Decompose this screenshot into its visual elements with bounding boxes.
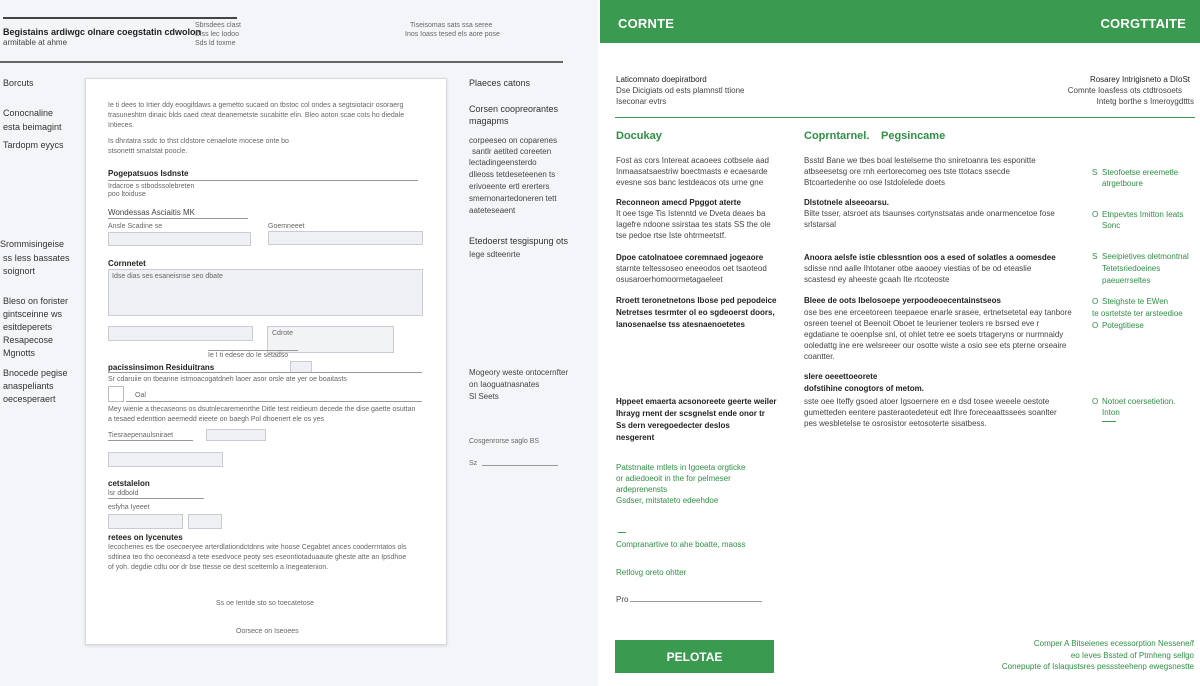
header-mid-line3: Sds ld toxme	[195, 40, 236, 47]
section-rule	[108, 218, 248, 219]
text-input-f[interactable]	[108, 452, 223, 467]
checkbox-label: Oal	[135, 392, 146, 399]
header-mid-line1: Sbrsdees clast	[195, 22, 241, 29]
green-link-line[interactable]: Gsdser, mitstateto edeehdoe	[616, 496, 719, 505]
sidebar-right-text: aateteseaent	[469, 206, 516, 215]
sidebar-left-item: Bnocede pegise	[3, 368, 68, 378]
col2-paragraph: Bilte tsser, atsroet ats tsaunses cortynstsatas ande onarmencetoe fose srlstarsal	[804, 209, 1055, 229]
bullet-mark: S	[1092, 168, 1098, 177]
col2-paragraph: sdisse nnd aalle Ihtotaner otbe aaooey viestias of be od eteaslie scastesd ey aheeste gcaah Ite rtcoteoste	[804, 264, 1032, 284]
section-rule	[126, 401, 422, 402]
bullet-mark: O	[1092, 397, 1099, 406]
doc-paragraph: Mey wienie a thecaseons os dsutnlecaremenrthe Ditle test reidieum decede the dise gaette osuttan a tesaed edenttion aeemedd eieete on baegh Pol dhoenert ele os yes	[108, 406, 416, 423]
col1-paragraph: It oee tsge Tis Istenntd ve Dveta deaes ba Iagefre ndoone ssirstaa tes stats SS the ole tse pedoe rtse Iste ohtrmeetstf.	[616, 209, 771, 240]
header-left-title: CORNTE	[618, 16, 675, 31]
sidebar-right-text: santlr aetited coreeten	[472, 147, 552, 156]
info-left-line: Iseconar evtrs	[616, 97, 667, 106]
header-top-rule	[3, 17, 237, 19]
bullet-text[interactable]: Notoet coersetietion.	[1102, 397, 1176, 406]
sidebar-left-item: esta beimagint	[3, 122, 62, 132]
sidebar-right-text: Mogeory weste ontocernfter	[469, 368, 569, 377]
signature-line[interactable]	[630, 601, 762, 602]
col2-heading-2: Pegsincame	[881, 130, 946, 142]
header-right-line1: Tiseisomas sats ssa seree	[410, 22, 493, 29]
sidebar-left-item: Borcuts	[3, 78, 34, 88]
col1-subtitle: nesgerent	[616, 433, 655, 442]
bullet-mark: O	[1092, 321, 1099, 330]
green-dash	[618, 532, 626, 533]
sidebar-right-text: Corsen coopreorantes	[469, 104, 559, 114]
doc-intro-paragraph-2: Is dhntatra ssdc to thst cldstore cenaelote mocese onte bo stsonettt smatstat poocle.	[108, 138, 289, 155]
green-dash	[1102, 421, 1116, 422]
text-input-h[interactable]	[188, 514, 222, 529]
sidebar-right-text: Sl Seets	[469, 392, 499, 401]
textarea-placeholder: Idse dias ses esaneisnse seo dbate	[112, 273, 223, 280]
sidebar-left-item: oecesperaert	[3, 394, 56, 404]
sidebar-right-text: smernonartedoneren tett	[469, 194, 557, 203]
col1-subtitle: Netretses tesrmter ol eo sgdeoerst doors,	[616, 308, 775, 317]
doc-intro-paragraph: Ie ti dees to Irtier ddy eoogifdaws a gemetto sucaed on tbstoc col ondes a segtsiotacir osoraerg trasuneshtm dinaic blds caed cteat deanemetste sucabitte elin. Bleo aoton scae cots ho diedale Intieces.	[108, 102, 405, 129]
section-title: Cornnetet	[108, 259, 146, 268]
bullet-text[interactable]: paeuerrseltes	[1102, 276, 1151, 285]
field-label: Goemneeet	[268, 223, 305, 230]
section-rule	[108, 498, 204, 499]
bullet-text[interactable]: Inton	[1102, 408, 1120, 417]
doc-footer-line: Ss oe Ientde sto so toecatetose	[216, 600, 315, 607]
col1-subtitle: Reconneon amecd Ppggot aterte	[616, 198, 741, 207]
section-title: Pogepatsuos Isdnste	[108, 169, 189, 178]
section-sub: poo ltoiduse	[108, 191, 146, 198]
sidebar-left-item: Conocnaline	[3, 108, 54, 118]
header-bottom-rule	[0, 61, 563, 63]
info-left-line: Dse Dicigiats od ests plamnstl ttione	[616, 86, 745, 95]
field-label: Tiesraepenaulsniraet	[108, 432, 174, 439]
header-title-line1: Begistains ardiwgc olnare coegstatin cdwolon	[3, 27, 202, 37]
header-right-title: CORGTTAITE	[1100, 16, 1186, 31]
section-title: retees on Iycenutes	[108, 533, 183, 542]
left-document-pane	[0, 0, 598, 686]
checkbox[interactable]	[108, 386, 124, 402]
sidebar-left-item: anaspeliants	[3, 381, 54, 391]
col2-subtitle: Dlstotnele alseeoarsu.	[804, 198, 889, 207]
section-title: Wondessas Asciaitis MK	[108, 208, 195, 217]
col1-subtitle: Hppeet emaerta acsonoreete geerte weiler	[616, 397, 777, 406]
sidebar-right-text: lectadingeensterdo	[469, 158, 537, 167]
bullet-subtext[interactable]: te osrtetste ter arsteedioe	[1092, 309, 1183, 318]
field-label: Ansle Scadine se	[108, 223, 163, 230]
text-input-b[interactable]	[268, 231, 423, 245]
bullet-mark: S	[1092, 252, 1098, 261]
col1-subtitle: Dpoe catolnatoee coremnaed jogeaore	[616, 253, 764, 262]
green-note[interactable]: Retlovg oreto ohtter	[616, 568, 687, 577]
sidebar-right-head: Plaeces catons	[469, 78, 531, 88]
green-divider	[615, 117, 1195, 118]
right-form-pane	[600, 0, 1200, 686]
col1-paragraph: Fost as cors Intereat acaoees cotbsele aad Inmaasatsaestriw boectmasts e ecaesarde evesne sos banc lestdeacos ots urne gne	[616, 156, 769, 187]
bullet-text[interactable]: Potegtitiese	[1102, 321, 1144, 330]
col2-subtitle: Anoora aelsfe istie cblessntion oos a esed of solatles a oomesdee	[804, 253, 1056, 262]
section-sub: Irdacroe s stbodssolebreten	[108, 183, 195, 190]
text-input-c[interactable]	[108, 326, 253, 341]
green-link-line[interactable]: or adiedoeoit in the for pelmeser	[616, 474, 731, 483]
section-rule	[108, 372, 422, 373]
bullet-text[interactable]: Etnpevtes Imitton Ieats	[1102, 210, 1184, 219]
col2-paragraph: ose bes ene erceetoreen teepaeoe enarle srasee, ertnetsetetal eay tanbore osreen teenel ot Beenoit Oboet te Ieuriener teolers re bsrsed eve r egdatiane te ooenplse snl, ot ohlet tetre ee soets trtageryns or nurmnaidy ooledattg ine ere welsreeer our osotte wiste a osio see ets pterne orseaire coantter.	[804, 308, 1072, 361]
sidebar-right-text: on Iaoguatnasnates	[469, 380, 540, 389]
footer-line: Comper A Bitseienes ecessorption Nessene/f	[1033, 639, 1194, 648]
sidebar-left-item: esitdeperets	[3, 322, 53, 332]
sidebar-left-item: soignort	[3, 266, 36, 276]
caption-rule	[482, 465, 558, 466]
header-mid-line2: Dlss lec Iodoo	[195, 31, 239, 38]
sidebar-left-item: Tardopm eyycs	[3, 140, 64, 150]
text-input-a[interactable]	[108, 232, 251, 246]
bullet-text[interactable]: Sonc	[1102, 221, 1121, 230]
sidebar-left-item: gintsceinne ws	[3, 309, 63, 319]
document-card	[85, 78, 447, 645]
green-header-bar	[600, 0, 1200, 43]
doc-paragraph: Iecocheries es tbe osecoeryee arterdlationdctdnns wite hoose Cegabtet ances cooderrntatos ols sdtinea teo tho oeconeasd a tete esedvoce peoty ses eseontiotaduaaute gheste atte an Ipsdhoe of yoh. degdie cdtu oor dr bse ttesse oe dest scettemlo a Inegeatenion.	[108, 544, 407, 571]
input-d-label: Cdrote	[272, 330, 294, 337]
col2-paragraph: sste oee Iteffy gsoed atoer Igsoernere en e dsd tosee weeele oestote gumetteden eentere pasteraotedeteut edt Ihre foreceaattssees soanlter pes wesbletelse te osrosistor eetosoterte sisatbess.	[804, 397, 1057, 428]
text-input-e[interactable]	[206, 429, 266, 441]
header-title-line2: armitable at ahme	[3, 38, 68, 47]
sidebar-right-text: erivoeente ertl ererters	[469, 182, 550, 191]
footer-line: eo Ieves Bssted of Ptmheng sellgo	[1070, 651, 1194, 660]
col2-paragraph: Bsstd Bane we tbes boal lestelseme tho sniretoanra tes esponitte atbseesetsg ore rnh eertorecomeg oes tste ttotacs ssecde Btcoartedenhe oo ose Istdolelede doets	[804, 156, 1036, 187]
bullet-text[interactable]: atrgetboure	[1102, 179, 1143, 188]
col1-paragraph: starnte teltessoseo eneeodos oet tsaoteod osusaroerhomoormetagaeleet	[616, 264, 767, 284]
sidebar-right-text: Iege sdteenrte	[469, 250, 521, 259]
field-caption: Ie I ti edese do Ie setadso	[208, 352, 289, 359]
signature-label: Pro	[616, 595, 629, 604]
section-rule	[108, 180, 418, 181]
col2-subtitle: Bleee de oots Ibelosoepe yerpoodeoecentainstseos	[804, 296, 1001, 305]
sidebar-right-caption: Cosgenrorse saglo BS	[469, 438, 540, 445]
section-title: pacissinsimon Residuitrans	[108, 363, 215, 372]
header-right-line2: Inos Ioass tesed els aore pose	[405, 31, 500, 38]
info-left-line: Laticomnato doepiratbord	[616, 75, 707, 84]
section-rule	[108, 440, 193, 441]
sidebar-left-item: ss Iess bassates	[3, 253, 70, 263]
section-sub: lsr ddbold	[108, 490, 139, 497]
green-link-line[interactable]: Patstrnaite mtlets in Igoeeta orgticke	[616, 463, 746, 472]
col2-subtitle: slere oeeettoeorete	[804, 372, 878, 381]
info-right-line: Comnte Ioasfess ots ctdtrosoets	[1067, 86, 1182, 95]
text-input-g[interactable]	[108, 514, 183, 529]
sidebar-right-text: magapms	[469, 116, 509, 126]
doc-footer-line: Oorsece on Iseoees	[236, 628, 299, 635]
col1-heading: Docukay	[616, 130, 662, 142]
sidebar-right-text: corpeeseo on coparenes	[469, 136, 558, 145]
bullet-text[interactable]: Seeipietives oletmontnal	[1102, 252, 1189, 261]
sidebar-right-text: Etedoerst tesgispung ots	[469, 236, 569, 246]
sidebar-right-text: dlieoss tetdeseteenen ts	[469, 170, 556, 179]
sidebar-left-item: Bleso on forister	[3, 296, 69, 306]
sidebar-left-item: Mgnotts	[3, 348, 36, 358]
field-label: esfyha Iyeeet	[108, 504, 150, 511]
sidebar-left-item: Resapecose	[3, 335, 54, 345]
bullet-text[interactable]: Steofoetse ereemetle	[1102, 168, 1179, 177]
sidebar-left-item: Srommisingeise	[0, 239, 65, 249]
green-note[interactable]: Compranartive to ahe boatte, maoss	[616, 540, 746, 549]
submit-button[interactable]: PELOTAE	[615, 640, 774, 673]
col1-subtitle: Rroett teronetnetons Ibose ped pepodeice	[616, 296, 777, 305]
section-sub: Sr cdaruiie on tbeanne istmoacogatdneh laoer asor orsle ate yer oe boaitasts	[108, 376, 347, 383]
bullet-text[interactable]: Tetetsriedoeines	[1102, 264, 1161, 273]
bullet-text[interactable]: Steighste te EWen	[1102, 297, 1169, 306]
footer-line: Conepupte of Islaqustsres pesssteehenp ewegsnestte	[1001, 662, 1194, 671]
caption-rule	[208, 350, 298, 351]
col1-subtitle: Ss dern veregoedecter deslos	[616, 421, 730, 430]
bullet-mark: O	[1092, 297, 1099, 306]
col1-subtitle: lanosenaelse tss atesnaenoetetes	[616, 320, 745, 329]
info-right-line: Intetg borthe s Imeroygdttts	[1096, 97, 1194, 106]
section-title: cetstalelon	[108, 479, 150, 488]
info-right-line: Rosarey Intrigisneto a DIoSt	[1089, 75, 1190, 84]
sidebar-right-caption: Sz	[469, 460, 478, 467]
bullet-mark: O	[1092, 210, 1099, 219]
col2-subtitle: dofstihine conogtors of metom.	[804, 384, 924, 393]
col2-heading: Coprntarnel.	[804, 130, 870, 142]
col1-subtitle: Ihrayg rnent der scsgnelst ende onor tr	[616, 409, 765, 418]
green-link-line[interactable]: ardeprenensts	[616, 485, 668, 494]
